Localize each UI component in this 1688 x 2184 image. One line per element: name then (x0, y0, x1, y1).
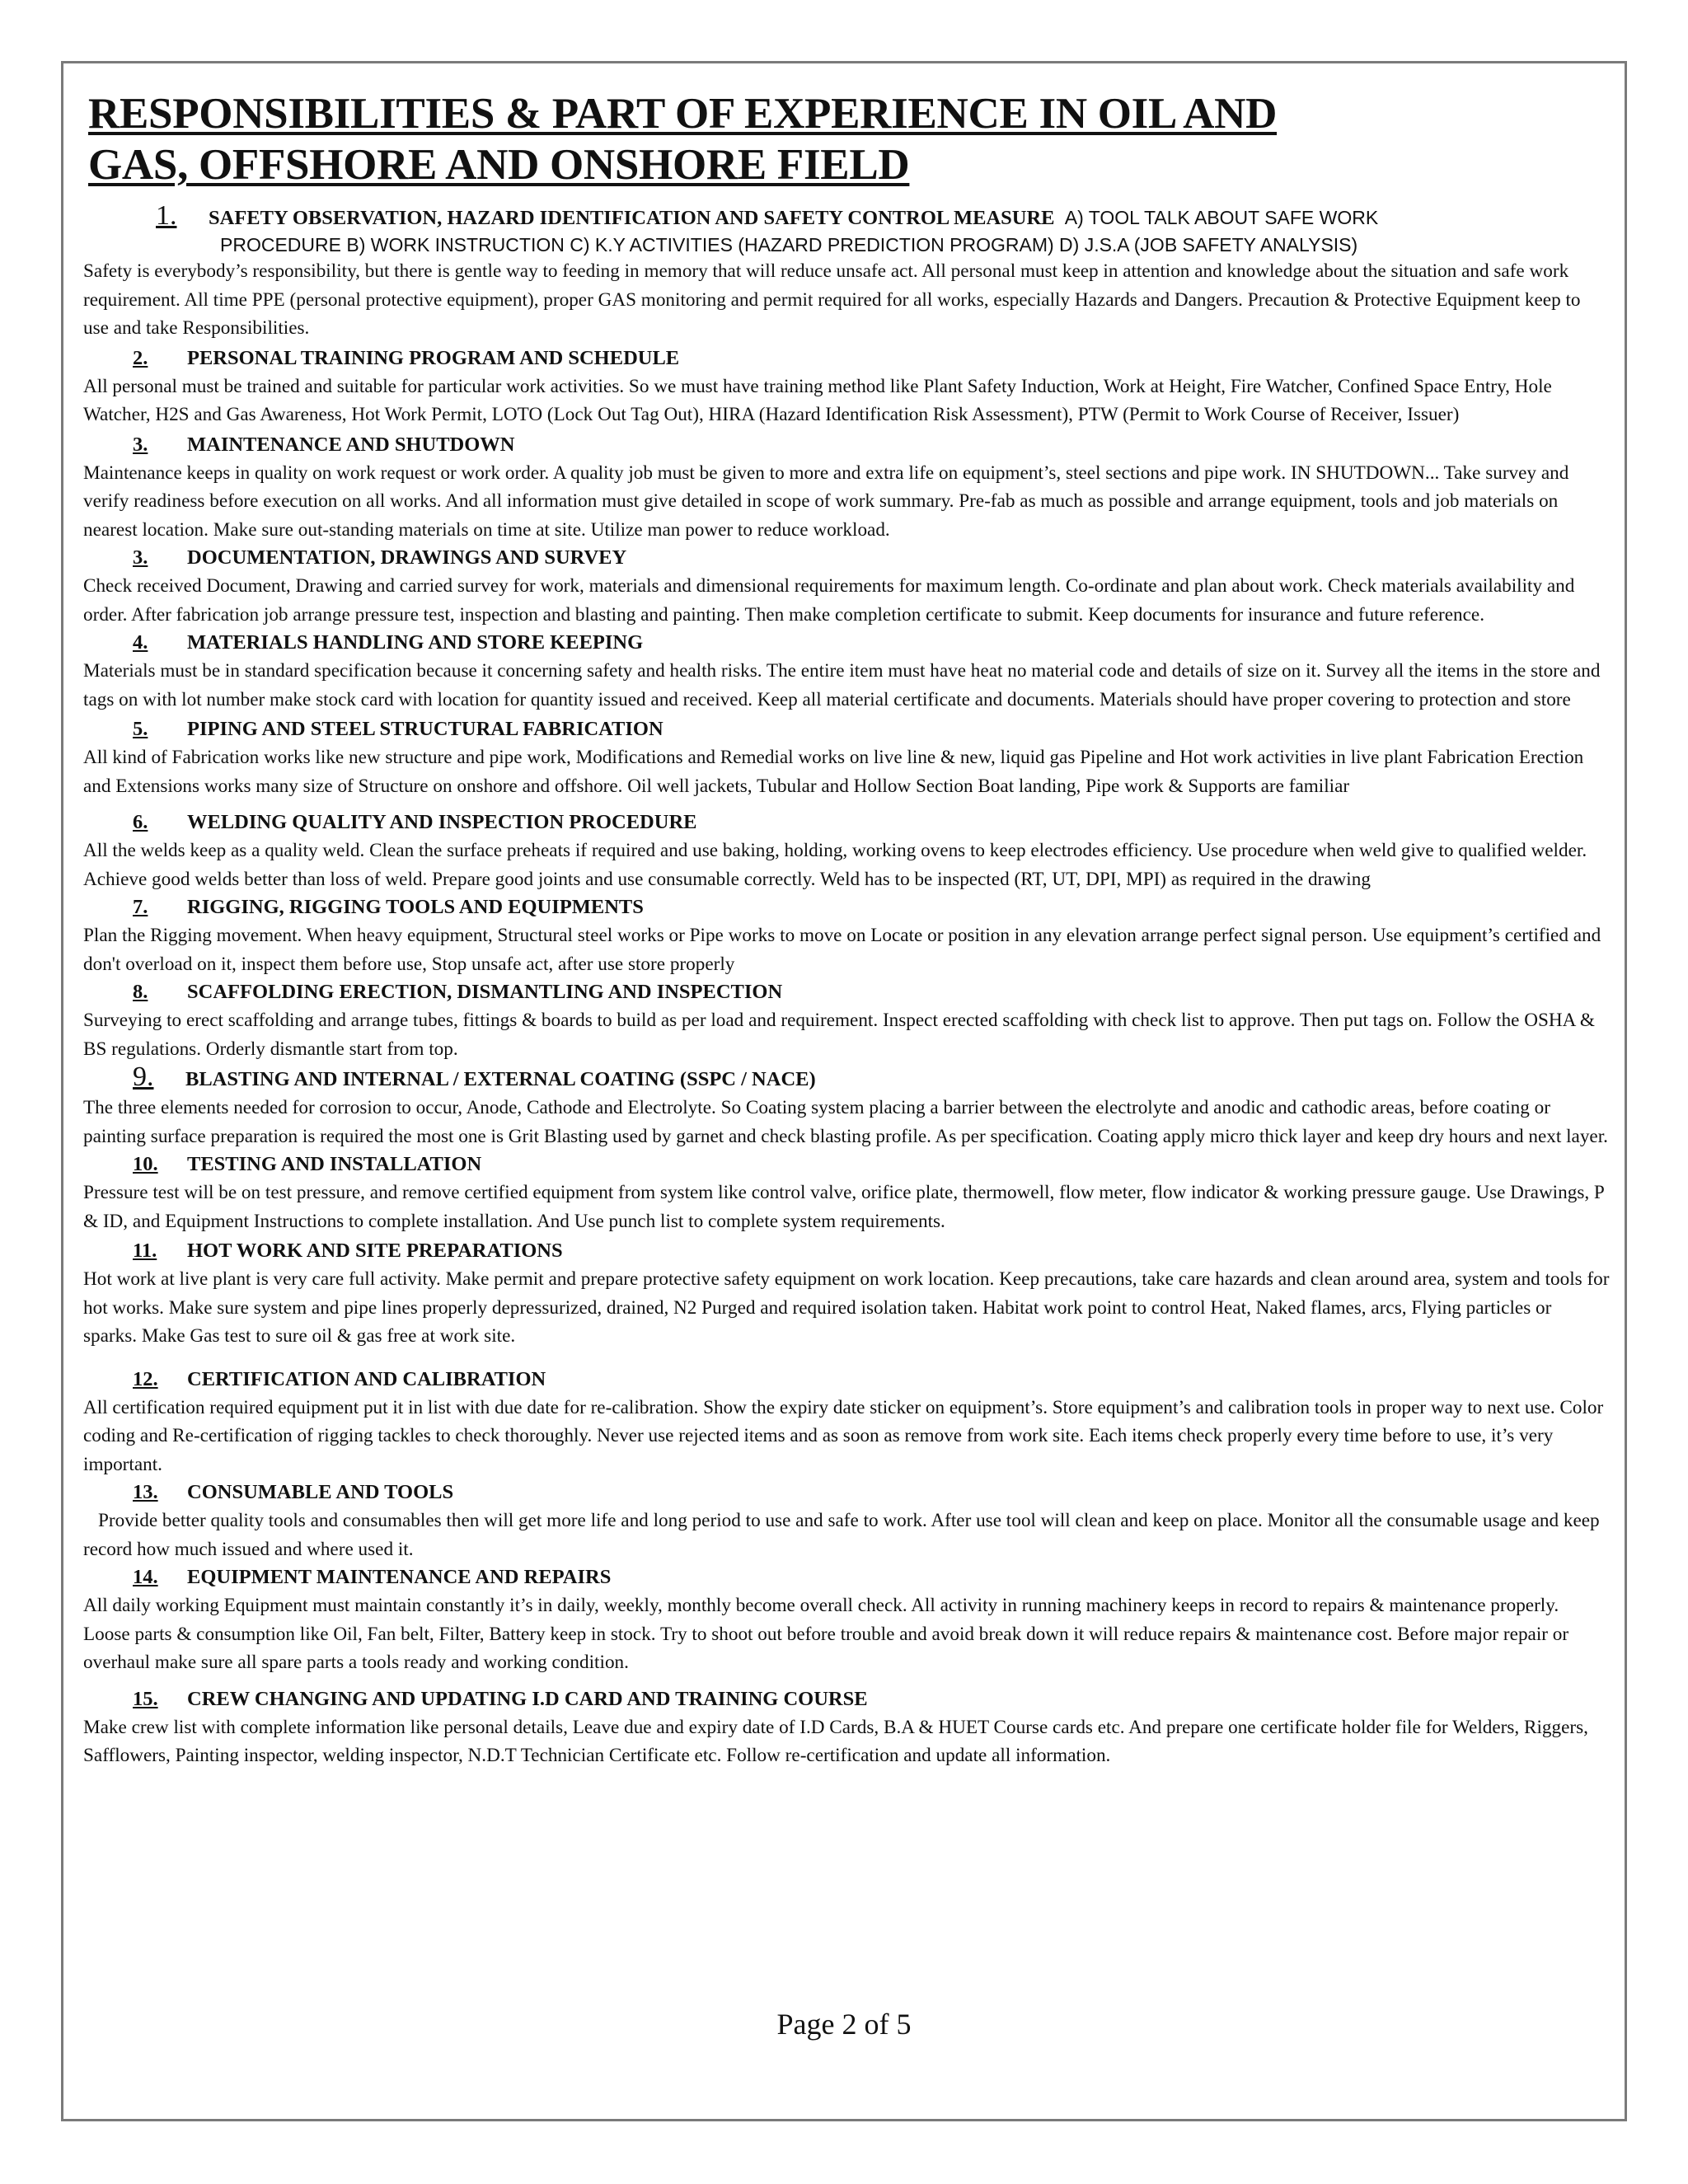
section-number: 14. (133, 1566, 158, 1588)
section-heading (83, 629, 1610, 657)
section-number: 5. (133, 718, 148, 740)
section-title: RIGGING, RIGGING TOOLS AND EQUIPMENTS (187, 896, 644, 918)
section-heading (83, 1685, 1610, 1713)
section-body: All personal must be trained and suitable for particular work activities. So we must have training method like Plant Safety Induction, Work at Height, Fire Watcher, Confined Space Entry, Hole Watcher, H2S and Gas Awareness, Hot Work Permit, LOTO (Lock Out Tag Out), HIRA (Hazard Identification Risk Assessment), PTW (Permit to Work Course of Receiver, Issuer) (83, 375, 1552, 425)
section-number: 10. (133, 1153, 158, 1175)
section-4 (83, 629, 1610, 714)
section-number: 3. (133, 546, 148, 569)
section-8 (83, 978, 1610, 1063)
title-line-2: GAS, OFFSHORE AND ONSHORE FIELD (88, 141, 910, 189)
section-heading (83, 202, 1610, 232)
section-body: Materials must be in standard specification because it concerning safety and health risks. The entire item must have heat no material code and details of size on it. Survey all the items in the store and tags on with lot number make stock card with location for quantity issued and received. Keep all material certificate and documents. Materials should have proper covering to protection and store (83, 660, 1601, 710)
section-body: Provide better quality tools and consumables then will get more life and long period to use and safe to work. After use tool will clean and keep on place. Monitor all the consumable usage and keep record how much issued and where used it. (83, 1510, 1600, 1560)
section-number: 2. (133, 346, 148, 369)
section-body: Hot work at live plant is very care full activity. Make permit and prepare protective safety equipment on work location. Keep precautions, take care hazards and clean around area, system and tools for hot works. Make sure system and pipe lines properly depressurized, drained, N2 Purged and required isolation taken. Habitat work point to control Heat, Naked flames, arcs, Flying particles or sparks. Make Gas test to sure oil & gas free at work site. (83, 1268, 1610, 1347)
section-title: MATERIALS HANDLING AND STORE KEEPING (187, 631, 644, 654)
section-heading (83, 978, 1610, 1006)
section-title: SCAFFOLDING ERECTION, DISMANTLING AND INSPECTION (187, 981, 783, 1003)
section-11 (83, 1237, 1610, 1351)
section-heading (83, 1479, 1610, 1507)
section-3-maintenance (83, 431, 1610, 545)
section-12 (83, 1366, 1610, 1479)
section-title-tail: A) TOOL TALK ABOUT SAFE WORK (1064, 207, 1379, 228)
section-title-continuation: PROCEDURE B) WORK INSTRUCTION C) K.Y ACTIVITIES (HAZARD PREDICTION PROGRAM) D) J.S.A (JOB SAFETY ANALYSIS) (220, 234, 1358, 255)
document-title (87, 88, 1610, 190)
section-5 (83, 715, 1610, 800)
section-2 (83, 344, 1610, 429)
section-body: Maintenance keeps in quality on work request or work order. A quality job must be given to more and extra life on equipment’s, steel sections and pipe work. IN SHUTDOWN... Take survey and verify readiness before execution on all works. And all information must give detailed in scope of work summary. Pre-fab as much as possible and arrange equipment, tools and job materials on nearest location. Make sure out-standing materials on time at site. Utilize man power to reduce workload. (83, 462, 1569, 541)
section-heading (83, 1366, 1610, 1394)
page-number: Page 2 of 5 (776, 2008, 912, 2041)
section-number: 7. (133, 896, 148, 918)
section-title: WELDING QUALITY AND INSPECTION PROCEDURE (187, 811, 697, 833)
section-number: 1. (156, 200, 177, 231)
section-heading (83, 1151, 1610, 1179)
section-title: HOT WORK AND SITE PREPARATIONS (187, 1240, 563, 1262)
section-heading (83, 344, 1610, 373)
section-body: Safety is everybody’s responsibility, but there is gentle way to feeding in memory that will reduce unsafe act. All personal must keep in attention and knowledge about the situation and safe work requirement. All time PPE (personal protective equipment), proper GAS monitoring and permit required for all works, especially Hazards and Dangers. Precaution & Protective Equipment keep to use and take Responsibilities. (83, 260, 1581, 339)
section-title: SAFETY OBSERVATION, HAZARD IDENTIFICATION AND SAFETY CONTROL MEASURE (209, 207, 1055, 229)
section-title: TESTING AND INSTALLATION (187, 1153, 482, 1175)
section-number: 12. (133, 1367, 158, 1390)
section-number: 9. (133, 1062, 154, 1092)
section-heading (83, 1563, 1610, 1591)
section-title: CREW CHANGING AND UPDATING I.D CARD AND TRAINING COURSE (187, 1687, 868, 1710)
section-1 (83, 202, 1610, 343)
section-number: 13. (133, 1481, 158, 1503)
section-3-documentation (83, 544, 1610, 629)
section-number: 3. (133, 433, 148, 456)
section-title: PIPING AND STEEL STRUCTURAL FABRICATION (187, 718, 663, 740)
section-body: All certification required equipment put it in list with due date for re-calibration. Show the expiry date sticker on equipment’s. Store equipment’s and calibration tools in proper way to next use. Color coding and Re-certification of rigging tackles to check thoroughly. Never use rejected items and as soon as remove from work site. Each items check properly every time before to use, it’s very important. (83, 1396, 1604, 1475)
section-body: All kind of Fabrication works like new structure and pipe work, Modifications and Remedial works on live line & new, liquid gas Pipeline and Hot work activities in live plant Fabrication Erection and Extensions works many size of Structure on onshore and offshore. Oil well jackets, Tubular and Hollow Section Boat landing, Pipe work & Supports are familiar (83, 747, 1584, 797)
section-number: 8. (133, 981, 148, 1003)
section-title: CERTIFICATION AND CALIBRATION (187, 1367, 546, 1390)
section-6 (83, 808, 1610, 893)
section-9 (83, 1063, 1610, 1151)
section-heading (83, 893, 1610, 921)
document-content (83, 88, 1610, 1770)
section-13 (83, 1479, 1610, 1563)
section-heading (83, 431, 1610, 459)
section-number: 6. (133, 811, 148, 833)
section-title: DOCUMENTATION, DRAWINGS AND SURVEY (187, 546, 627, 569)
section-title: CONSUMABLE AND TOOLS (187, 1481, 454, 1503)
page-frame (61, 61, 1627, 2121)
section-15 (83, 1685, 1610, 1770)
section-title: PERSONAL TRAINING PROGRAM AND SCHEDULE (187, 346, 680, 369)
section-body: Check received Document, Drawing and carried survey for work, materials and dimensional requirements for maximum length. Co-ordinate and plan about work. Check materials availability and order. After fabrication job arrange pressure test, inspection and blasting and painting. Then make completion certificate to submit. Keep documents for insurance and future reference. (83, 575, 1575, 626)
section-body: The three elements needed for corrosion to occur, Anode, Cathode and Electrolyte. So Coating system placing a barrier between the electrolyte and anodic and cathodic areas, before coating or painting surface preparation is required the most one is Grit Blasting used by garnet and check blasting profile. As per specification. Coating apply micro thick layer and keep dry hours and next layer. (83, 1097, 1608, 1147)
section-heading (83, 1063, 1610, 1094)
section-title: EQUIPMENT MAINTENANCE AND REPAIRS (187, 1566, 612, 1588)
section-heading (83, 1237, 1610, 1265)
section-number: 4. (133, 631, 148, 654)
section-title: BLASTING AND INTERNAL / EXTERNAL COATING (SSPC / NACE) (185, 1068, 816, 1090)
title-line-1: RESPONSIBILITIES & PART OF EXPERIENCE IN OIL AND (88, 90, 1278, 138)
section-10 (83, 1151, 1610, 1235)
section-number: 15. (133, 1687, 158, 1710)
section-body: Surveying to erect scaffolding and arrange tubes, fittings & boards to build as per load and requirement. Inspect erected scaffolding with check list to approve. Then put tags on. Follow the OSHA & BS regulations. Orderly dismantle start from top. (83, 1010, 1595, 1060)
section-body: Make crew list with complete information like personal details, Leave due and expiry date of I.D Cards, B.A & HUET Course cards etc. And prepare one certificate holder file for Welders, Riggers, Safflowers, Painting inspector, welding inspector, N.D.T Technician Certificate etc. Follow re-certification and update all information. (83, 1716, 1588, 1766)
section-number: 11. (133, 1240, 157, 1262)
section-heading (83, 808, 1610, 837)
section-body: Pressure test will be on test pressure, and remove certified equipment from system like control valve, orifice plate, thermowell, flow meter, flow indicator & working pressure gauge. Use Drawings, P & ID, and Equipment Instructions to complete installation. And Use punch list to complete system requirements. (83, 1182, 1604, 1232)
section-7 (83, 893, 1610, 978)
section-heading (83, 544, 1610, 572)
section-body: Plan the Rigging movement. When heavy equipment, Structural steel works or Pipe works to move on Locate or position in any elevation arrange perfect signal person. Use equipment’s certified and don't overload on it, inspect them before use, Stop unsafe act, after use store properly (83, 925, 1601, 975)
section-body: All daily working Equipment must maintain constantly it’s in daily, weekly, monthly become overall check. All activity in running machinery keeps in record to repairs & maintenance properly. Loose parts & consumption like Oil, Fan belt, Filter, Battery keep in stock. Try to shoot out before trouble and avoid break down it will reduce repairs & maintenance cost. Before major repair or overhaul make sure all spare parts a tools ready and working condition. (83, 1595, 1569, 1673)
section-body: All the welds keep as a quality weld. Clean the surface preheats if required and use baking, holding, working ovens to keep electrodes efficiency. Use procedure when weld give to qualified welder. Achieve good welds better than loss of weld. Prepare good joints and use consumable correctly. Weld has to be inspected (RT, UT, DPI, MPI) as required in the drawing (83, 840, 1587, 890)
section-heading (83, 715, 1610, 743)
section-14 (83, 1563, 1610, 1677)
section-title: MAINTENANCE AND SHUTDOWN (187, 433, 515, 456)
